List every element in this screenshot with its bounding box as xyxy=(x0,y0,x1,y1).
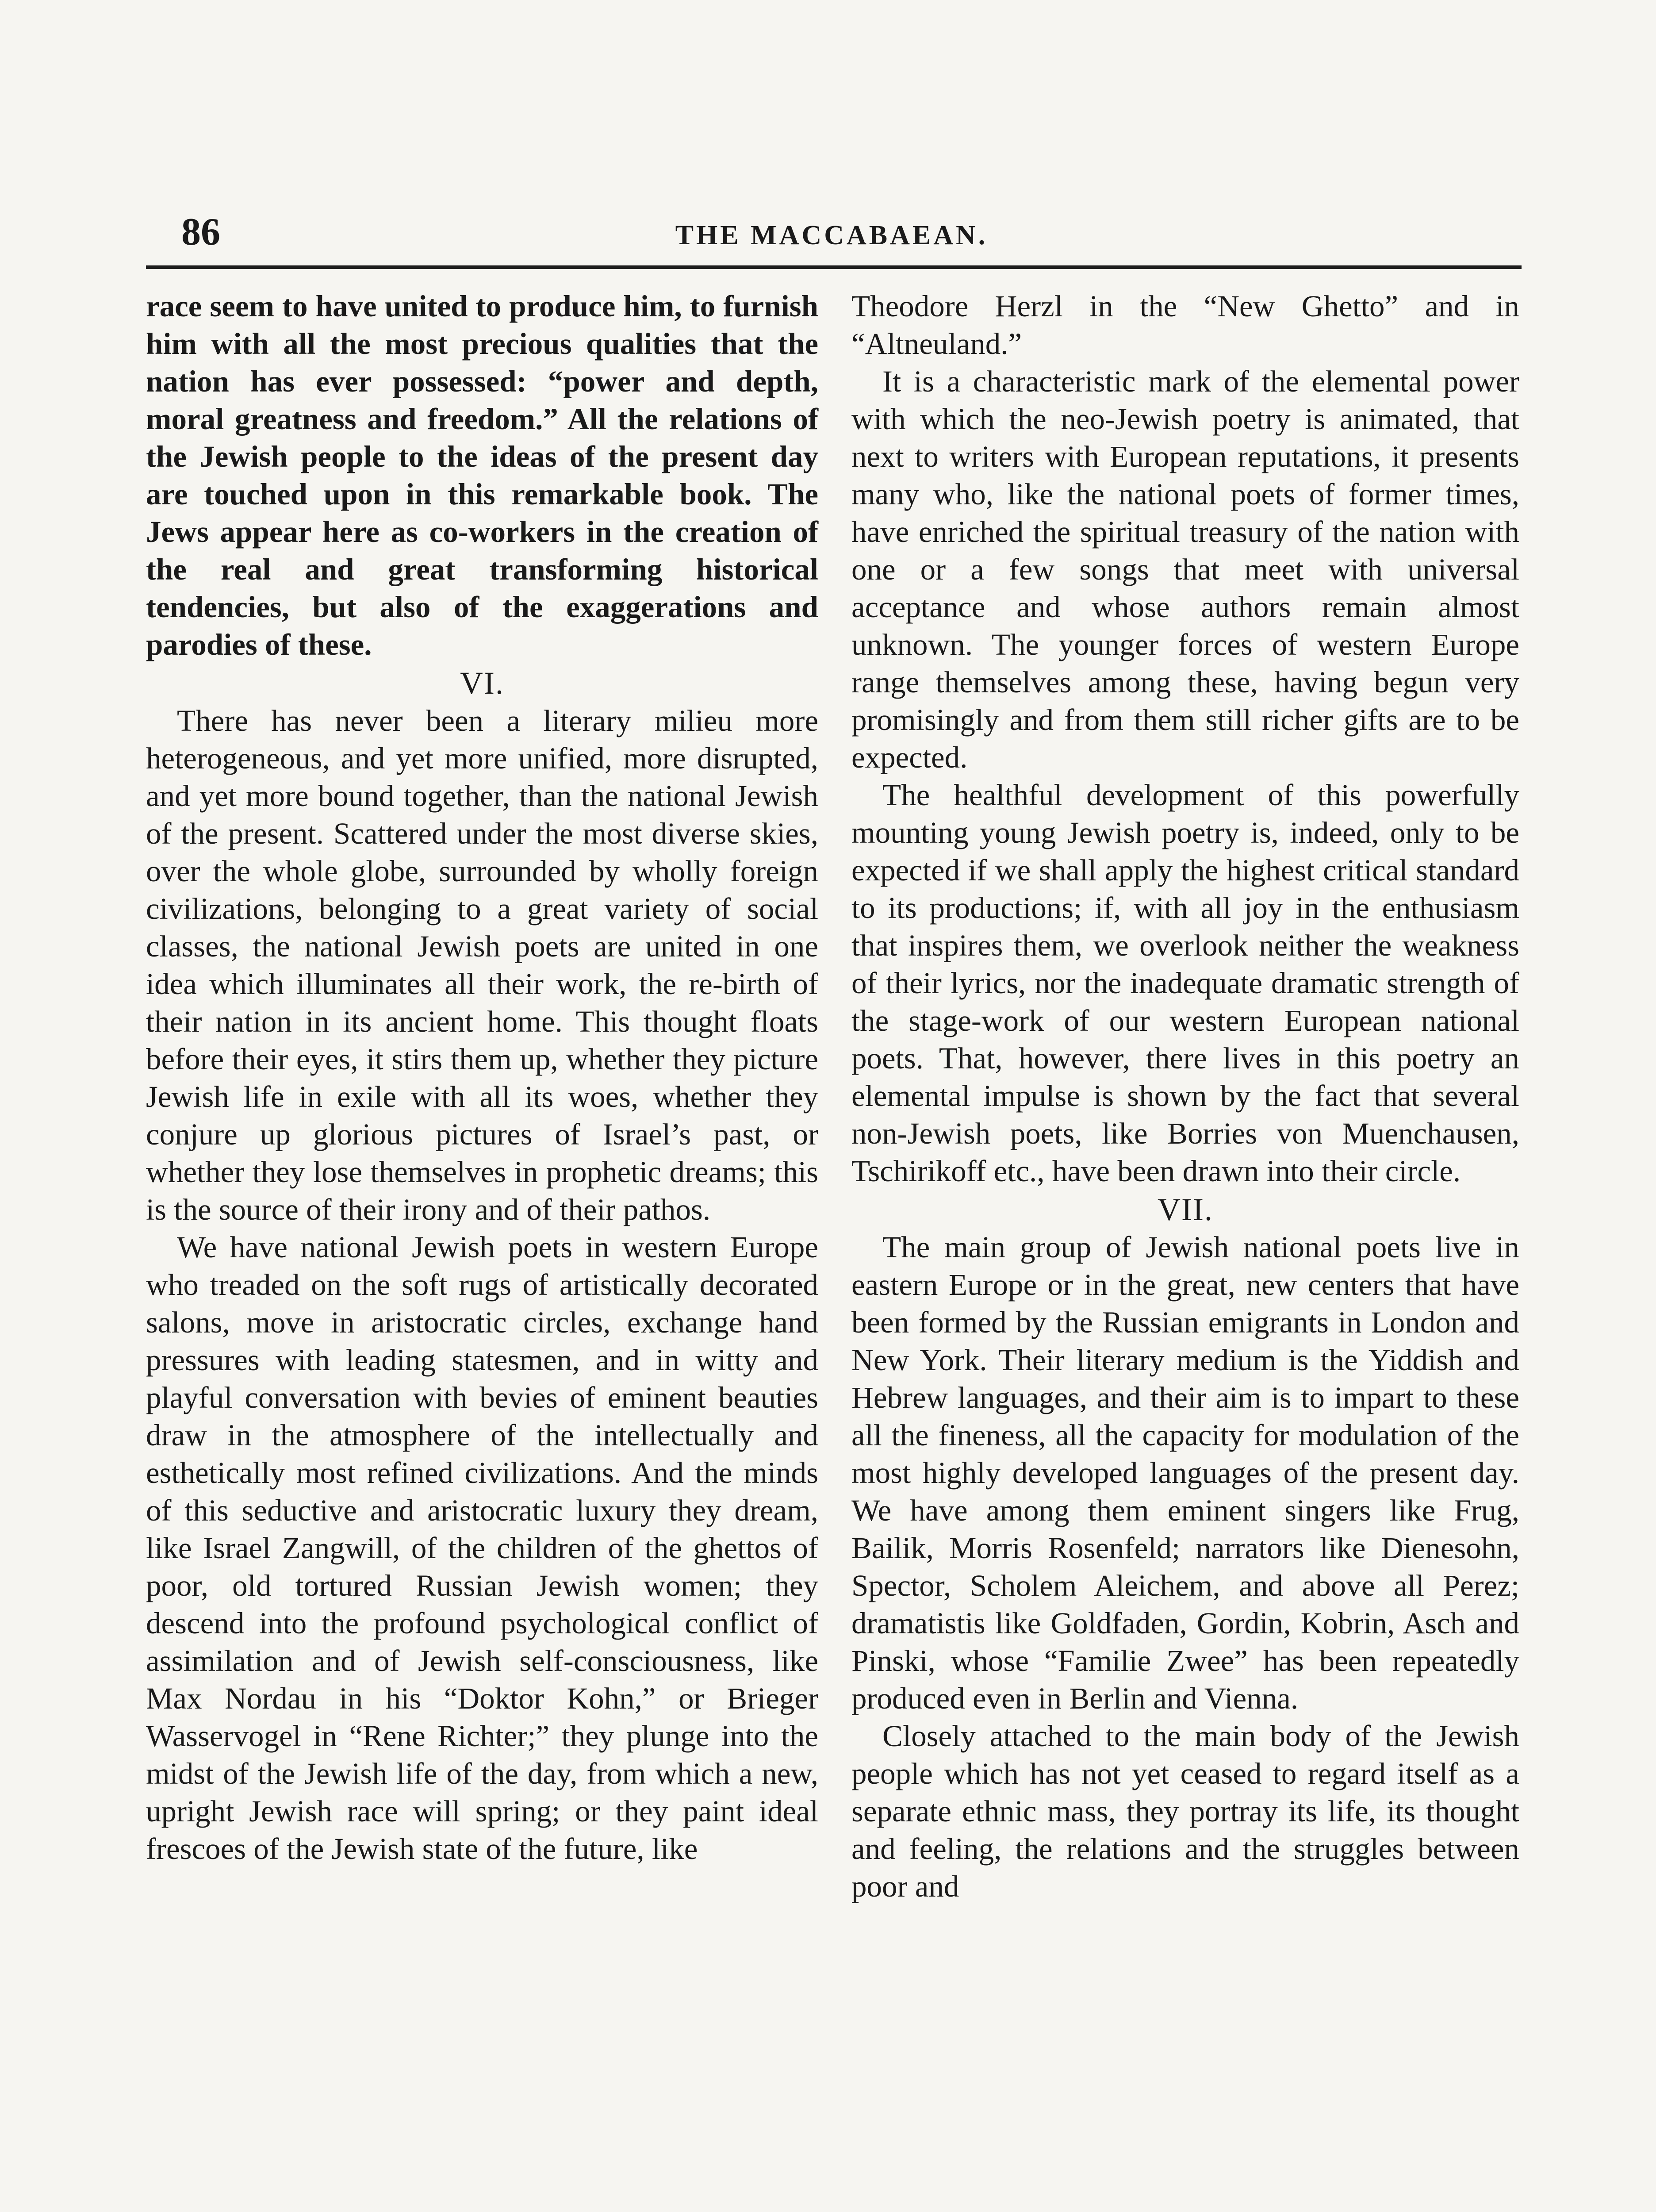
left-column xyxy=(146,288,818,1868)
right-paragraph-2: It is a characteristic mark of the elemental power with which the neo-Jewish poetry is animated, that next to writers with European reputations, it presents many who, like the national poets of former times, have enriched the spiritual treasury of the nation with one or a few songs that meet with universal acceptance and whose authors remain almost unknown. The younger forces of western Europe range themselves among these, having begun very promisingly and from them still richer gifts are to be expected. xyxy=(851,365,1519,774)
section-heading-vi: VI. xyxy=(460,665,504,701)
section-heading-vii: VII. xyxy=(1158,1192,1213,1227)
right-paragraph-1: Theodore Herzl in the “New Ghetto” and in “Altneuland.” xyxy=(851,289,1519,361)
page-number: 86 xyxy=(181,211,220,253)
left-paragraph-3: We have national Jewish poets in western Europe who treaded on the soft rugs of artistically decorated salons, move in aristocratic circles, exchange hand pressures with leading statesmen, and in witty and playful conversation with bevies of eminent beauties draw in the atmosphere of the intellectually and esthetically most refined civilizations. And the minds of this seductive and aristocratic luxury they dream, like Israel Zangwill, of the children of the ghettos of poor, old tortured Russian Jewish women; they descend into the profound psychological conflict of assimilation and of Jewish self-consciousness, like Max Nordau in his “Doktor Kohn,” or Brieger Wasservogel in “Rene Richter;” they plunge into the midst of the Jewish life of the day, from which a new, upright Jewish race will spring; or they paint ideal frescoes of the Jewish state of the future, like xyxy=(146,1230,818,1866)
header-rule xyxy=(146,265,1522,269)
page-header xyxy=(146,208,1517,270)
left-paragraph-2: There has never been a literary milieu more heterogeneous, and yet more unified, more disrupted, and yet more bound together, than the national Jewish of the present. Scattered under the most diverse skies, over the whole globe, surrounded by wholly foreign civilizations, belonging to a great variety of social classes, the national Jewish poets are united in one idea which illuminates all their work, the re-birth of their nation in its ancient home. This thought floats before their eyes, it stirs them up, whether they picture Jewish life in exile with all its woes, whether they conjure up glorious pictures of Israel’s past, or whether they lose themselves in prophetic dreams; this is the source of their irony and of their pathos. xyxy=(146,704,818,1226)
right-paragraph-5: Closely attached to the main body of the Jewish people which has not yet ceased to regard itself as a separate ethnic mass, they portray its life, its thought and feeling, the relations and the struggles between poor and xyxy=(851,1719,1519,1903)
running-title: THE MACCABAEAN. xyxy=(675,220,988,250)
right-paragraph-3: The healthful development of this powerfully mounting young Jewish poetry is, indeed, only to be expected if we shall apply the highest critical standard to its productions; if, with all joy in the enthusiasm that inspires them, we overlook neither the weakness of their lyrics, nor the inadequate dramatic strength of the stage-work of our western European national poets. That, however, there lives in this poetry an elemental impulse is shown by the fact that several non-Jewish poets, like Borries von Muenchausen, Tschirikoff etc., have been drawn into their circle. xyxy=(851,778,1519,1188)
left-paragraph-1: race seem to have united to produce him, to furnish him with all the most precious qualities that the nation has ever possessed: “power and depth, moral greatness and freedom.” All the relations of the Jewish people to the ideas of the present day are touched upon in this remarkable book. The Jews appear here as co-workers in the creation of the real and great transforming historical tendencies, but also of the exaggerations and parodies of these. xyxy=(146,289,818,661)
right-column xyxy=(851,288,1519,1905)
right-paragraph-4: The main group of Jewish national poets live in eastern Europe or in the great, new centers that have been formed by the Russian emigrants in London and New York. Their literary medium is the Yiddish and Hebrew languages, and their aim is to impart to these all the fineness, all the capacity for modulation of the most highly developed languages of the present day. We have among them eminent singers like Frug, Bailik, Morris Rosenfeld; narrators like Dienesohn, Spector, Scholem Aleichem, and above all Perez; dramatistis like Goldfaden, Gordin, Kobrin, Asch and Pinski, whose “Familie Zwee” has been repeatedly produced even in Berlin and Vienna. xyxy=(851,1230,1519,1715)
